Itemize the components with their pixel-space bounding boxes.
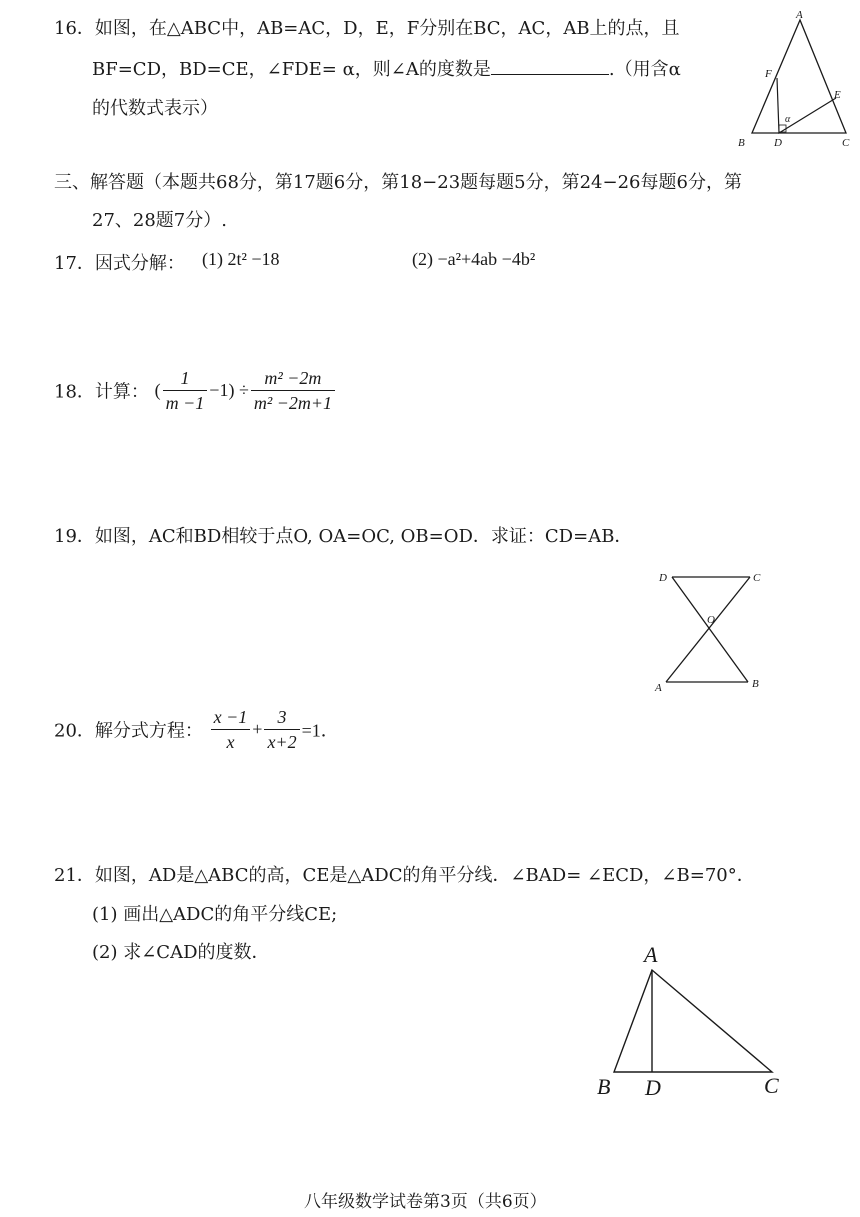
q19-label-c: C — [753, 572, 761, 584]
answer-blank[interactable] — [491, 54, 609, 75]
q19-figure — [650, 565, 770, 695]
q16-line2-post: .（用含α — [608, 59, 681, 80]
q16-label-c: C — [842, 137, 850, 149]
q21-label-a: A — [644, 942, 658, 967]
q20-equation: 20．解分式方程： $\frac{x -1}{x}$ + $\frac{3}{x+2}$ =1． — [54, 707, 339, 752]
q21-triangle-abc — [614, 970, 772, 1072]
q21-part2: (2) 求∠CAD的度数． — [92, 942, 270, 963]
q19-text: 19．如图，AC和BD相较于点O, OA=OC, OB=OD．求证：CD=AB． — [54, 526, 633, 547]
q18-expression: 18．计算： ( $\frac{1}{m -1}$ −1) ÷ $\frac{\text{m² −2m}}{\text{m² −2m+1}}$ — [54, 366, 337, 415]
q19-label-b: B — [752, 678, 759, 690]
q16-line3: 的代数式表示） — [92, 98, 218, 119]
q21-label-c: C — [764, 1073, 779, 1098]
q21-part1: (1) 画出△ADC的角平分线CE; — [92, 904, 338, 925]
q16-triangle-figure — [730, 8, 858, 150]
q21-label-d: D — [645, 1075, 661, 1100]
q19-label-d: D — [659, 572, 667, 584]
q20-fraction-1: $\frac{x -1}{x}$ — [211, 705, 251, 754]
q18-minus-one: −1) ÷ — [209, 380, 249, 400]
q18-fraction-2: $\frac{\text{m² −2m}}{\text{m² −2m+1}}$ — [251, 366, 335, 415]
q16-label-alpha: α — [785, 114, 791, 125]
q16-label-d: D — [774, 137, 782, 149]
q16-line1: 16．如图，在△ABC中，AB=AC，D，E，F分别在BC，AC，AB上的点，且 — [54, 18, 680, 39]
q19-label-o: O — [707, 614, 715, 626]
q21-line1: 21．如图，AD是△ABC的高，CE是△ADC的角平分线．∠BAD= ∠ECD，∠B=70°． — [54, 865, 755, 886]
q16-line2 — [92, 54, 681, 81]
section3-heading-line1: 三、解答题（本题共68分，第17题6分，第18−23题每题5分，第24−26每题6分，第 — [54, 172, 742, 193]
q16-line2-pre: BF=CD，BD=CE，∠FDE= α，则∠A的度数是 — [92, 59, 491, 80]
q16-label-f: F — [765, 68, 772, 80]
q17-label: 17．因式分解： — [54, 253, 185, 274]
q17-part2: (2) −a²+4ab −4b² — [412, 249, 536, 269]
q17-part1: (1) 2t² −18 — [202, 249, 280, 269]
q18-label: 18．计算： — [54, 381, 149, 403]
q16-label-e: E — [834, 89, 841, 101]
page-footer: 八年级数学试卷第3页（共6页） — [304, 1192, 547, 1212]
q16-label-b: B — [738, 137, 745, 149]
q20-rhs: =1． — [301, 720, 339, 741]
q19-label-a: A — [655, 682, 662, 694]
q21-figure — [590, 938, 790, 1104]
q16-label-a: A — [796, 9, 803, 21]
q20-label: 20．解分式方程： — [54, 720, 203, 742]
q20-fraction-2: $\frac{3}{x+2}$ — [264, 705, 299, 754]
q21-label-b: B — [597, 1074, 611, 1099]
section3-heading-line2: 27、28题7分）. — [92, 210, 227, 231]
q18-fraction-1: $\frac{1}{m -1}$ — [163, 366, 208, 415]
